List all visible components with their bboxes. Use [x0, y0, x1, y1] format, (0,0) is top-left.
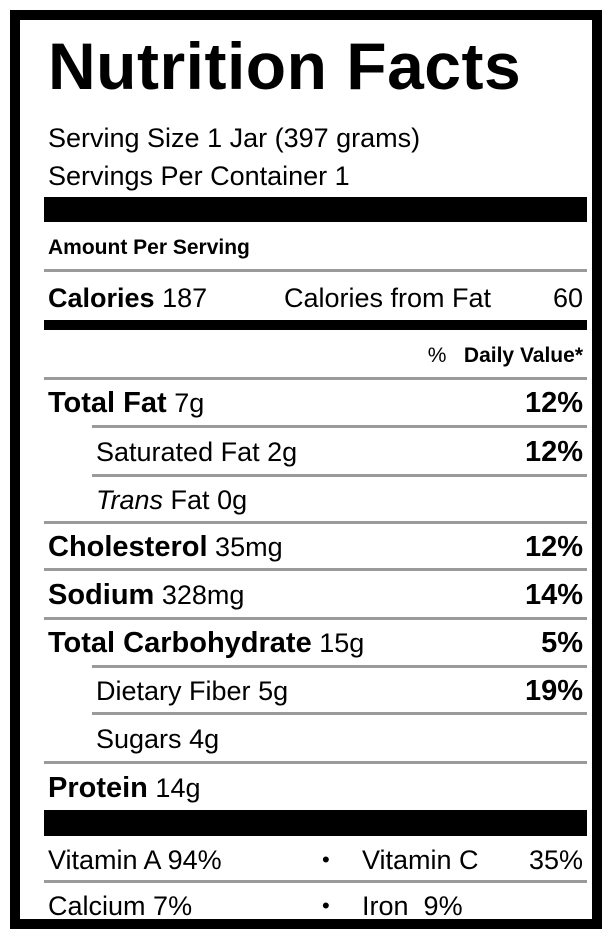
- daily-value-label: Daily Value*: [463, 344, 583, 367]
- nutrient-amount: 5g: [258, 676, 289, 706]
- calories-row: [44, 276, 587, 320]
- divider: [44, 521, 587, 524]
- nutrient-name: Dietary Fiber: [96, 676, 251, 706]
- calories-from-fat-label: Calories from Fat: [284, 283, 492, 313]
- nutrient-name: Protein: [48, 772, 148, 804]
- nutrient-amount: 35mg: [215, 532, 283, 562]
- amount-per-serving: Amount Per Serving: [48, 236, 250, 259]
- nutrient-row-total-carbohydrate: [44, 621, 587, 665]
- nutrient-name: Sodium: [48, 579, 155, 611]
- nutrient-row-dietary-fiber: [44, 669, 587, 713]
- thick-divider-bottom: [44, 810, 587, 836]
- divider: [44, 761, 587, 764]
- bullet-icon: •: [322, 893, 330, 918]
- nutrient-amount: 328mg: [161, 580, 245, 610]
- nutrient-dv: 19%: [524, 675, 583, 707]
- vitamin-row: [44, 838, 587, 882]
- nutrient-name: Total Carbohydrate: [48, 627, 312, 659]
- divider: [44, 269, 587, 272]
- nutrient-name: Trans: [96, 485, 164, 515]
- bullet-icon: •: [322, 847, 330, 872]
- nutrient-name: Saturated Fat: [96, 437, 260, 467]
- nutrient-row-trans-fat: [44, 478, 587, 522]
- nutrient-name-suffix: Fat: [170, 485, 210, 515]
- nutrient-dv: 12%: [524, 387, 583, 419]
- divider: [92, 425, 587, 428]
- label-inner: [44, 20, 587, 919]
- nutrient-name: Sugars: [96, 724, 182, 754]
- vitamin-name: Vitamin A: [48, 845, 161, 875]
- nutrient-amount: 14g: [155, 773, 201, 803]
- nutrient-dv: 12%: [524, 531, 583, 563]
- vitamin-name-2: Iron: [362, 891, 409, 921]
- nutrition-label: [10, 10, 602, 929]
- calories-label: Calories: [48, 283, 155, 313]
- label-title: Nutrition Facts: [48, 29, 522, 103]
- vitamin-name-2: Vitamin C: [362, 845, 479, 875]
- vitamin-value-2: 9%: [423, 891, 463, 921]
- divider: [44, 880, 587, 883]
- divider: [92, 474, 587, 477]
- vitamin-value: 94%: [167, 845, 222, 875]
- vitamin-value-2: 35%: [528, 845, 583, 875]
- divider: [44, 568, 587, 571]
- nutrient-amount: 2g: [267, 437, 298, 467]
- nutrient-row-sodium: [44, 573, 587, 617]
- nutrient-name: Cholesterol: [48, 531, 208, 563]
- nutrient-row-saturated-fat: [44, 430, 587, 474]
- nutrient-row-cholesterol: [44, 525, 587, 569]
- nutrient-dv: 5%: [541, 627, 583, 659]
- calories-from-fat-value: 60: [552, 283, 583, 313]
- nutrient-name: Total Fat: [48, 387, 167, 419]
- divider: [92, 665, 587, 668]
- daily-value-header: [428, 342, 583, 370]
- nutrient-dv: 14%: [524, 579, 583, 611]
- serving-size: Serving Size 1 Jar (397 grams): [48, 123, 421, 153]
- vitamin-row: [44, 884, 587, 928]
- nutrient-amount: 7g: [174, 388, 205, 418]
- divider: [92, 712, 587, 715]
- vitamin-name: Calcium: [48, 891, 146, 921]
- nutrient-row-total-fat: [44, 381, 587, 425]
- daily-value-percent: %: [427, 344, 447, 367]
- nutrient-amount: 4g: [189, 724, 220, 754]
- nutrient-amount: 15g: [319, 628, 365, 658]
- servings-per-container: Servings Per Container 1: [48, 161, 350, 191]
- nutrient-dv: 12%: [524, 436, 583, 468]
- divider: [44, 377, 587, 380]
- nutrient-row-protein: [44, 766, 587, 810]
- divider: [44, 617, 587, 620]
- thick-divider-mid: [44, 320, 587, 330]
- calories-value: 187: [162, 283, 208, 313]
- thick-divider-top: [44, 197, 587, 222]
- nutrient-amount: 0g: [217, 485, 248, 515]
- nutrient-row-sugars: [44, 717, 587, 761]
- vitamin-value: 7%: [153, 891, 193, 921]
